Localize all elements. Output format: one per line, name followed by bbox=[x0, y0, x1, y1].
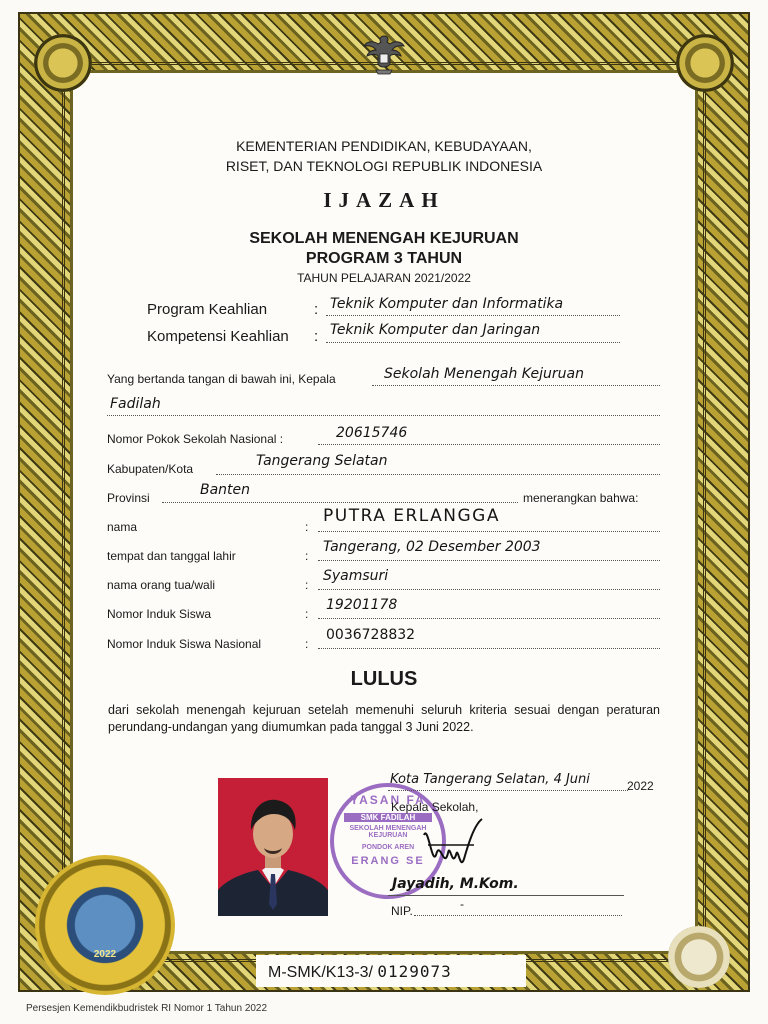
dotted-line bbox=[326, 342, 620, 343]
kompetensi-keahlian-label: Kompetensi Keahlian bbox=[147, 328, 289, 345]
seal-year: 2022 bbox=[93, 949, 117, 960]
corner-ornament-top-left bbox=[34, 34, 92, 92]
dotted-line bbox=[318, 560, 660, 561]
dotted-line bbox=[372, 385, 660, 386]
security-seal bbox=[668, 926, 730, 988]
colon: : bbox=[305, 607, 309, 621]
program-keahlian-value: Teknik Komputer dan Informatika bbox=[330, 296, 564, 312]
kompetensi-keahlian-value: Teknik Komputer dan Jaringan bbox=[330, 322, 541, 338]
colon: : bbox=[314, 301, 319, 318]
signature-place-date: Kota Tangerang Selatan, 4 Juni bbox=[390, 772, 590, 787]
stamp-top-text: YASAN FA bbox=[350, 793, 426, 807]
colon: : bbox=[305, 578, 309, 592]
nama-label: nama bbox=[107, 520, 138, 534]
dotted-line bbox=[318, 589, 660, 590]
graduation-status: LULUS bbox=[350, 668, 418, 690]
nip-value: - bbox=[460, 897, 464, 911]
ministry-name bbox=[0, 136, 768, 176]
signature-year: 2022 bbox=[627, 779, 654, 793]
student-portrait-icon bbox=[218, 778, 328, 916]
national-seal-hologram bbox=[35, 855, 175, 995]
colon: : bbox=[305, 549, 309, 563]
nisn-value: 0036728832 bbox=[326, 627, 416, 643]
colon: : bbox=[305, 520, 309, 534]
dotted-line bbox=[318, 648, 660, 649]
stamp-line-4: PONDOK AREN bbox=[361, 844, 415, 851]
kabkota-label: Kabupaten/Kota bbox=[107, 462, 194, 476]
serial-prefix: M-SMK/K13-3/ bbox=[268, 964, 373, 981]
school-type: SEKOLAH MENENGAH KEJURUAN bbox=[249, 230, 519, 247]
nis-label: Nomor Induk Siswa bbox=[107, 607, 212, 621]
menerangkan-label: menerangkan bahwa: bbox=[523, 491, 639, 505]
dotted-line bbox=[388, 790, 628, 791]
stamp-line-1: SMK FADILAH bbox=[344, 813, 432, 822]
nisn-label: Nomor Induk Siswa Nasional bbox=[107, 637, 262, 651]
dotted-line bbox=[216, 474, 660, 475]
stamp-line-2: SEKOLAH MENENGAH bbox=[349, 825, 427, 832]
dotted-line bbox=[318, 618, 660, 619]
dotted-line bbox=[326, 315, 620, 316]
garuda-emblem-icon bbox=[360, 30, 408, 78]
stamp-bottom-text: ERANG SE bbox=[351, 855, 425, 867]
npsn-label: Nomor Pokok Sekolah Nasional : bbox=[107, 432, 284, 446]
corner-ornament-top-right bbox=[676, 34, 734, 92]
signature-line bbox=[388, 895, 624, 896]
npsn-value: 20615746 bbox=[336, 425, 408, 441]
serial-digits: 0129073 bbox=[377, 962, 452, 981]
dotted-line bbox=[318, 531, 660, 532]
ministry-line-1: KEMENTERIAN PENDIDIKAN, KEBUDAYAAN, bbox=[236, 138, 532, 154]
signature-role: Kepala Sekolah, bbox=[391, 800, 479, 814]
student-name: PUTRA ERLANGGA bbox=[323, 506, 500, 526]
nip-label: NIP. bbox=[391, 904, 413, 918]
principal-name: Jayadih, M.Kom. bbox=[392, 876, 519, 892]
dotted-line bbox=[318, 444, 660, 445]
program-keahlian-label: Program Keahlian bbox=[147, 301, 268, 318]
ttl-label: tempat dan tanggal lahir bbox=[107, 549, 236, 563]
ortu-value: Syamsuri bbox=[323, 568, 389, 584]
academic-year: TAHUN PELAJARAN 2021/2022 bbox=[297, 271, 471, 285]
footer-regulation-note: Persesjen Kemendikbudristek RI Nomor 1 Tahun 2022 bbox=[26, 1003, 268, 1014]
school-name-part-2: Fadilah bbox=[110, 396, 161, 412]
serial-number bbox=[268, 962, 452, 982]
school-name-part-1: Sekolah Menengah Kejuruan bbox=[384, 366, 584, 382]
document-title: IJAZAH bbox=[323, 188, 445, 212]
stamp-line-3: KEJURUAN bbox=[368, 832, 408, 839]
dotted-line bbox=[414, 915, 622, 916]
school-type-heading bbox=[0, 229, 768, 269]
kabkota-value: Tangerang Selatan bbox=[256, 453, 388, 469]
program-duration: PROGRAM 3 TAHUN bbox=[305, 250, 463, 267]
nis-value: 19201178 bbox=[326, 597, 398, 613]
colon: : bbox=[305, 637, 309, 651]
student-photo bbox=[218, 778, 328, 916]
ortu-label: nama orang tua/wali bbox=[107, 578, 216, 592]
dotted-line bbox=[107, 415, 660, 416]
graduation-statement: dari sekolah menengah kejuruan setelah memenuhi seluruh kriteria sesuai dengan peraturan perundang-undangan yang diumumkan pada tanggal 3 Juni 2022. bbox=[108, 703, 660, 734]
handwritten-signature-icon bbox=[418, 815, 488, 885]
provinsi-label: Provinsi bbox=[107, 491, 150, 505]
ttl-value: Tangerang, 02 Desember 2003 bbox=[323, 539, 541, 555]
dotted-line bbox=[162, 502, 518, 503]
ministry-line-2: RISET, DAN TEKNOLOGI REPUBLIK INDONESIA bbox=[225, 158, 543, 174]
signer-intro-label: Yang bertanda tangan di bawah ini, Kepala bbox=[107, 372, 336, 386]
provinsi-value: Banten bbox=[200, 482, 251, 498]
colon: : bbox=[314, 328, 319, 345]
